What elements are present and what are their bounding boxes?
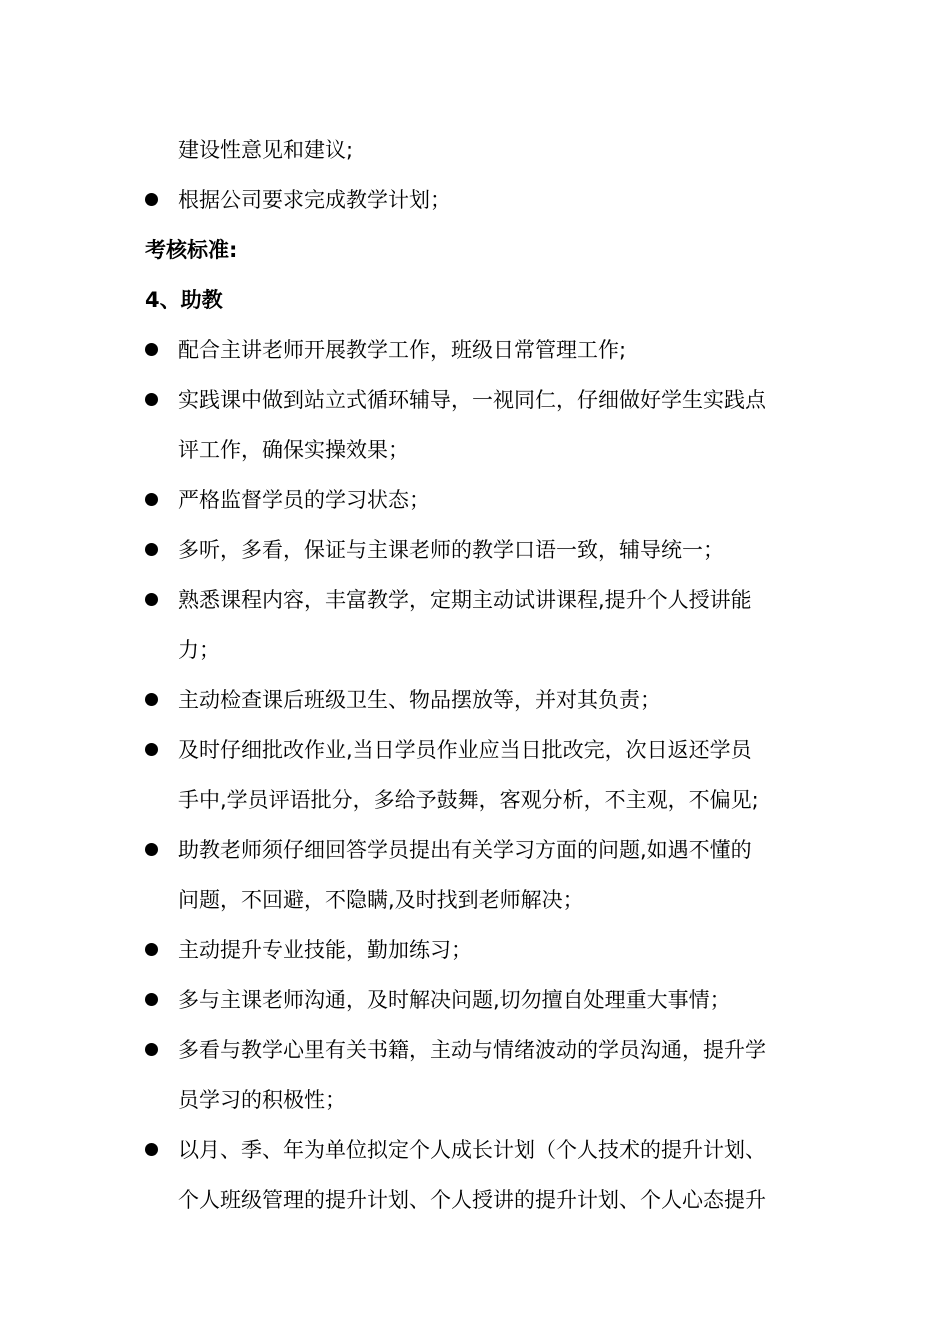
list-item: 配合主讲老师开展教学工作，班级日常管理工作; xyxy=(178,338,627,362)
list-item: 以月、季、年为单位拟定个人成长计划（个人技术的提升计划、 xyxy=(178,1138,766,1162)
bullet-icon xyxy=(145,593,158,606)
bullet-icon xyxy=(145,943,158,956)
assessment-heading: 考核标准: xyxy=(145,238,238,262)
continuation-line: 建设性意见和建议; xyxy=(178,138,354,162)
bullet-icon xyxy=(145,193,158,206)
list-item: 及时仔细批改作业,当日学员作业应当日批改完，次日返还学员 xyxy=(178,738,752,762)
bullet-icon xyxy=(145,1043,158,1056)
list-item: 助教老师须仔细回答学员提出有关学习方面的问题,如遇不懂的 xyxy=(178,838,752,862)
bullet-icon xyxy=(145,843,158,856)
list-item: 实践课中做到站立式循环辅导，一视同仁，仔细做好学生实践点 xyxy=(178,388,766,412)
list-item-continuation: 问题，不回避，不隐瞒,及时找到老师解决； xyxy=(178,888,584,912)
bullet-icon xyxy=(145,993,158,1006)
bullet-icon xyxy=(145,1143,158,1156)
list-item: 根据公司要求完成教学计划； xyxy=(178,188,451,212)
list-item: 熟悉课程内容，丰富教学，定期主动试讲课程,提升个人授讲能 xyxy=(178,588,752,612)
list-item-continuation: 手中,学员评语批分，多给予鼓舞，客观分析，不主观，不偏见; xyxy=(178,788,759,812)
bullet-icon xyxy=(145,693,158,706)
list-item: 严格监督学员的学习状态； xyxy=(178,488,430,512)
list-item: 多与主课老师沟通，及时解决问题,切勿擅自处理重大事情； xyxy=(178,988,731,1012)
list-item: 多听，多看，保证与主课老师的教学口语一致，辅导统一； xyxy=(178,538,724,562)
list-item-continuation: 员学习的积极性； xyxy=(178,1088,346,1112)
list-item: 主动检查课后班级卫生、物品摆放等，并对其负责； xyxy=(178,688,661,712)
list-item-continuation: 评工作，确保实操效果； xyxy=(178,438,409,462)
bullet-icon xyxy=(145,393,158,406)
list-item-continuation: 力； xyxy=(178,638,220,662)
list-item: 主动提升专业技能，勤加练习； xyxy=(178,938,472,962)
bullet-icon xyxy=(145,343,158,356)
section-title: 4、助教 xyxy=(145,288,223,312)
bullet-icon xyxy=(145,493,158,506)
list-item: 多看与教学心里有关书籍，主动与情绪波动的学员沟通，提升学 xyxy=(178,1038,766,1062)
bullet-icon xyxy=(145,543,158,556)
bullet-icon xyxy=(145,743,158,756)
list-item-continuation: 个人班级管理的提升计划、个人授讲的提升计划、个人心态提升 xyxy=(178,1188,766,1212)
